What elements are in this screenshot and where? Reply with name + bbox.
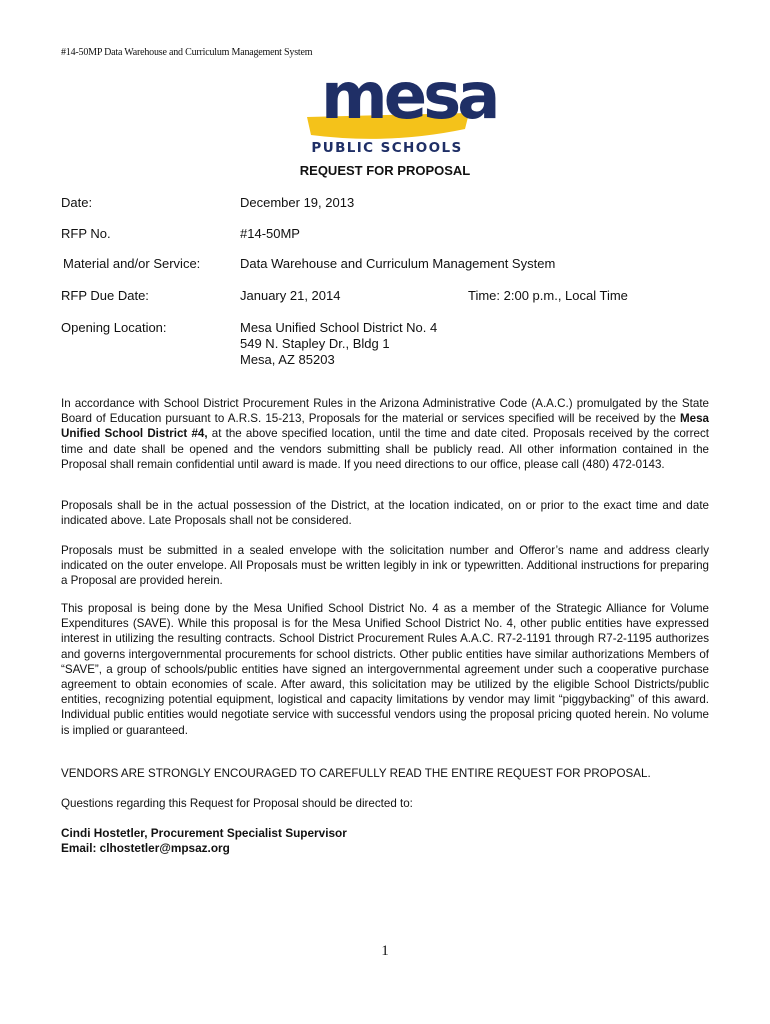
p1-text-b: at the above specified location, until the time and date cited. Proposals received by the correct time and date shall be opened and the vendors submitting shall be publicly read. All other information contained in the Proposal shall remain confidential until award is made. If you need directions to our office, please call (480) 472-0143. (61, 427, 709, 471)
paragraph-questions: Questions regarding this Request for Proposal should be directed to: (61, 797, 413, 810)
logo-subtitle: PUBLIC SCHOOLS (311, 140, 463, 156)
paragraph-save-alliance: This proposal is being done by the Mesa Unified School District No. 4 as a member of the Strategic Alliance for Volume Expenditures (SAVE). While this proposal is for the Mesa Unified School District No. 4, other public entities have expressed interest in utilizing the resulting contracts. School District Procurement Rules A.A.C. R7-2-1191 through R7-2-1195 authorizes and governs intergovernmental procurements for school districts. Other public entities have similar authorizations Members of “SAVE”, a group of schools/public entities have signed an intergovernmental agreement under such a cooperative purchase agreement to obtain economies of scale. After award, this solicitation may be utilized by the eligible School Districts/public entities, recognizing potential equipment, logistical and capacity limitations by vendor may limit “piggybacking” of this award. Individual public entities would negotiate service with successful vendors using the proposal pricing quoted herein. No volume is implied or guaranteed. (61, 602, 709, 737)
material-value: Data Warehouse and Curriculum Management System (240, 256, 556, 271)
contact-email: Email: clhostetler@mpsaz.org (61, 841, 230, 855)
due-date-value: January 21, 2014 (240, 288, 341, 303)
date-value: December 19, 2013 (240, 195, 355, 210)
location-line-1: Mesa Unified School District No. 4 (240, 320, 438, 335)
opening-location-label: Opening Location: (61, 320, 167, 335)
paragraph-sealed-envelope: Proposals must be submitted in a sealed envelope with the solicitation number and Offeror’s name and address clearly indicated on the outer envelope. All Proposals must be written legibly in ink or typewritten. Additional instructions for preparing a Proposal are provided herein. (61, 544, 709, 588)
p1-text-a: In accordance with School District Procurement Rules in the Arizona Administrative Code (A.A.C.) promulgated by the State Board of Education pursuant to A.R.S. 15-213, Proposals for the material or services specified will be received by the (61, 397, 709, 426)
page-number: 1 (381, 943, 389, 959)
paragraph-possession: Proposals shall be in the actual possession of the District, at the location indicated, on or prior to the exact time and date indicated above. Late Proposals shall not be considered. (61, 499, 709, 528)
due-time-value: Time: 2:00 p.m., Local Time (468, 288, 628, 303)
p1-bold: Mesa Unified School District #4, (61, 412, 709, 441)
due-date-label: RFP Due Date: (61, 288, 149, 303)
rfp-number-label: RFP No. (61, 226, 111, 241)
location-line-2: 549 N. Stapley Dr., Bldg 1 (240, 336, 390, 351)
material-label: Material and/or Service: (63, 256, 201, 271)
document-title: REQUEST FOR PROPOSAL (299, 163, 471, 178)
contact-name: Cindi Hostetler, Procurement Specialist Supervisor (61, 826, 347, 840)
paragraph-vendors-notice: VENDORS ARE STRONGLY ENCOURAGED TO CAREFULLY READ THE ENTIRE REQUEST FOR PROPOSAL. (61, 767, 651, 780)
mesa-public-schools-logo (303, 60, 497, 159)
header-note: #14-50MP Data Warehouse and Curriculum Management System (61, 47, 313, 58)
location-line-3: Mesa, AZ 85203 (240, 352, 335, 367)
date-label: Date: (61, 195, 93, 210)
rfp-number-value: #14-50MP (240, 226, 300, 241)
paragraph-procurement-rules (61, 396, 709, 472)
logo-wordmark: mesa (321, 60, 497, 134)
